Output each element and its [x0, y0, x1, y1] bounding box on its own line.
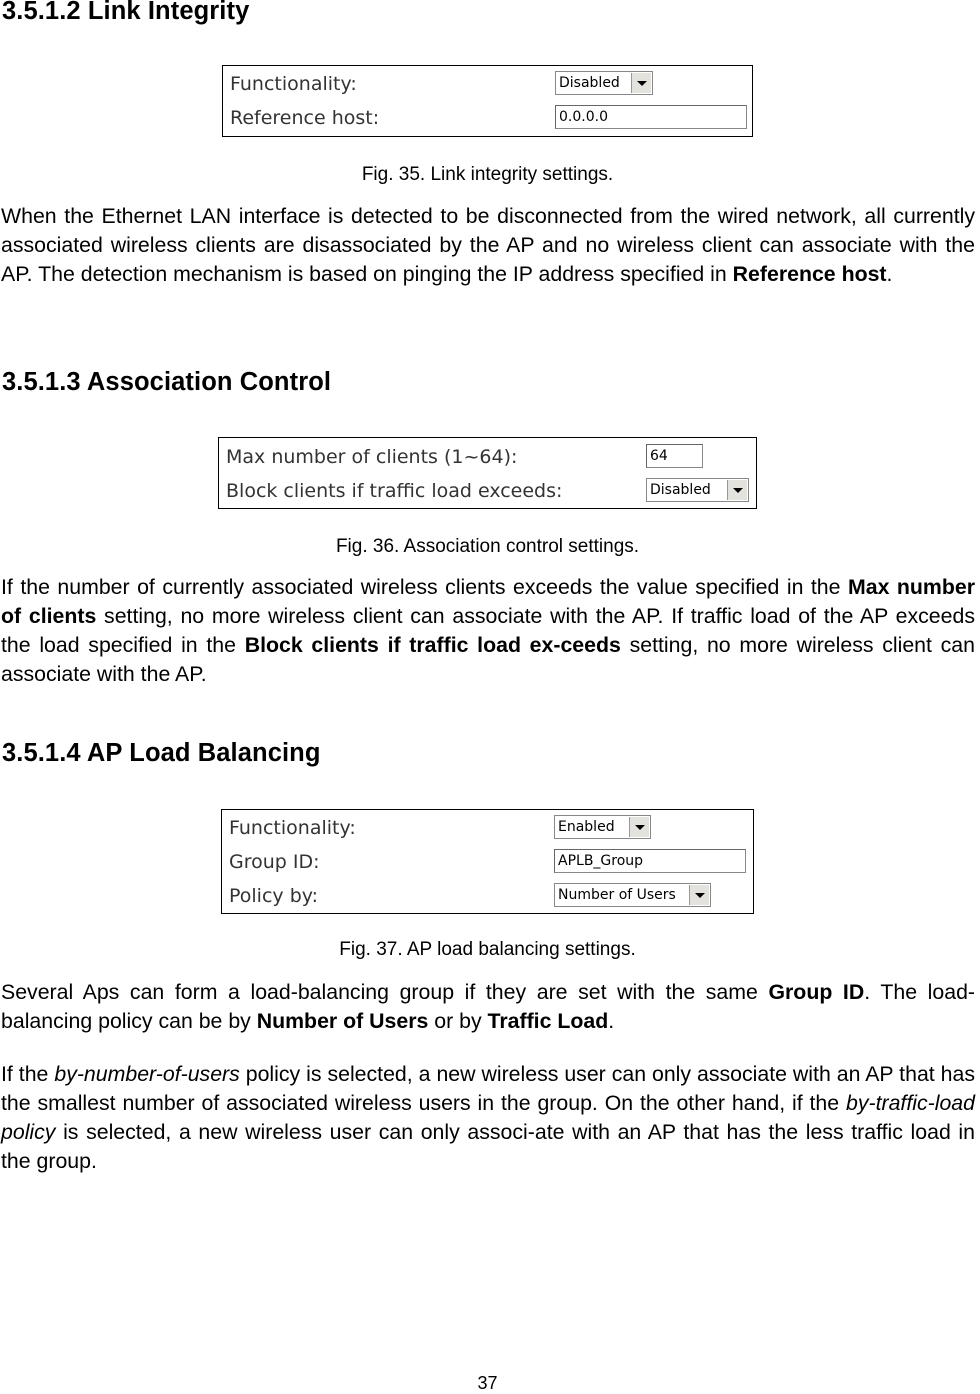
block-clients-label: Block clients if traffic load exceeds:: [226, 480, 563, 502]
max-clients-term: Max number of clients: [1, 575, 975, 628]
traffic-load-term: Traffic Load: [487, 1009, 609, 1033]
paragraph-text: policy is selected, a new wireless user can only associate with an AP that has the smallest number of associated wireless users in the group. On the other hand, if the: [1, 1062, 975, 1115]
paragraph-text: .: [608, 1009, 615, 1033]
ap-load-balancing-settings-panel: [221, 809, 754, 914]
paragraph-text: or by: [428, 1009, 488, 1033]
reference-host-value: 0.0.0.0: [559, 109, 608, 125]
group-id-row: [222, 846, 753, 876]
association-control-settings-panel: [218, 437, 757, 509]
paragraph-text: Several Aps can form a load-balancing group if they are set with the same: [1, 980, 769, 1004]
ap-load-balancing-paragraph-1: [1, 978, 975, 1036]
group-id-value: APLB_Group: [558, 853, 644, 869]
paragraph-text: setting, no more wireless client can associate with the AP. If traffic load of the AP exceeds the load specified in the: [1, 604, 975, 657]
policy-row: [222, 880, 753, 910]
figure-caption-37: Fig. 37. AP load balancing settings.: [339, 939, 636, 960]
functionality-row: [222, 812, 753, 842]
paragraph-text: If the number of currently associated wireless clients exceeds the value specified in the: [1, 575, 848, 599]
paragraph-text: When the Ethernet LAN interface is detected to be disconnected from the wired network, all currently associated wireless clients are disassociated by the AP and no wireless client can associate with the AP. The detection mechanism is based on pinging the IP address specified in: [1, 204, 975, 286]
reference-host-row: [223, 102, 752, 132]
heading-ap-load-balancing: 3.5.1.4 AP Load Balancing: [2, 739, 321, 767]
heading-association-control: 3.5.1.3 Association Control: [2, 368, 332, 396]
group-id-input[interactable]: [554, 849, 746, 873]
block-clients-row: [219, 475, 756, 505]
ap-load-balancing-paragraph-2: [1, 1060, 975, 1176]
policy-label: Policy by:: [229, 885, 319, 907]
max-clients-row: [219, 441, 756, 471]
link-integrity-paragraph: [1, 202, 975, 289]
paragraph-text: If the: [1, 1062, 55, 1086]
paragraph-text: . The load-balancing policy can be by: [1, 980, 976, 1033]
block-clients-select-value: Disabled: [650, 482, 711, 498]
by-number-of-users-term: by-number-of-users: [54, 1062, 240, 1086]
reference-host-input[interactable]: [555, 105, 747, 129]
number-of-users-term: Number of Users: [256, 1009, 429, 1033]
figure-caption-35: Fig. 35. Link integrity settings.: [361, 164, 614, 185]
link-integrity-settings-panel: [222, 65, 753, 137]
max-clients-label: Max number of clients (1~64):: [226, 446, 518, 468]
block-clients-term: Block clients if traffic load ex-ceeds: [244, 633, 621, 657]
group-id-label: Group ID:: [229, 851, 320, 873]
paragraph-text: setting, no more wireless client can associate with the AP.: [1, 633, 975, 686]
chevron-down-icon[interactable]: [689, 885, 709, 905]
association-control-paragraph: [1, 573, 975, 689]
functionality-label: Functionality:: [229, 817, 356, 839]
page-number: 37: [477, 1373, 498, 1393]
by-traffic-load-term: by-traffic-load policy: [1, 1091, 975, 1144]
chevron-down-icon[interactable]: [629, 817, 649, 837]
reference-host-label: Reference host:: [230, 107, 380, 129]
policy-select-value: Number of Users: [558, 887, 676, 903]
functionality-select[interactable]: [555, 71, 653, 95]
max-clients-input[interactable]: [646, 444, 703, 468]
functionality-select-value: Disabled: [559, 75, 620, 91]
heading-link-integrity: 3.5.1.2 Link Integrity: [2, 0, 250, 25]
paragraph-text: .: [886, 262, 893, 286]
functionality-select[interactable]: [554, 815, 651, 839]
reference-host-term: Reference host: [732, 262, 887, 286]
functionality-row: [223, 68, 752, 98]
functionality-select-value: Enabled: [558, 819, 615, 835]
chevron-down-icon[interactable]: [631, 73, 651, 93]
group-id-term: Group ID: [768, 980, 865, 1004]
figure-caption-36: Fig. 36. Association control settings.: [335, 536, 640, 557]
chevron-down-icon[interactable]: [727, 480, 747, 500]
policy-select[interactable]: [554, 883, 711, 907]
paragraph-text: is selected, a new wireless user can only associ-ate with an AP that has the less traffic load in the group.: [1, 1120, 975, 1173]
max-clients-value: 64: [650, 448, 668, 464]
functionality-label: Functionality:: [230, 73, 357, 95]
block-clients-select[interactable]: [646, 478, 749, 502]
